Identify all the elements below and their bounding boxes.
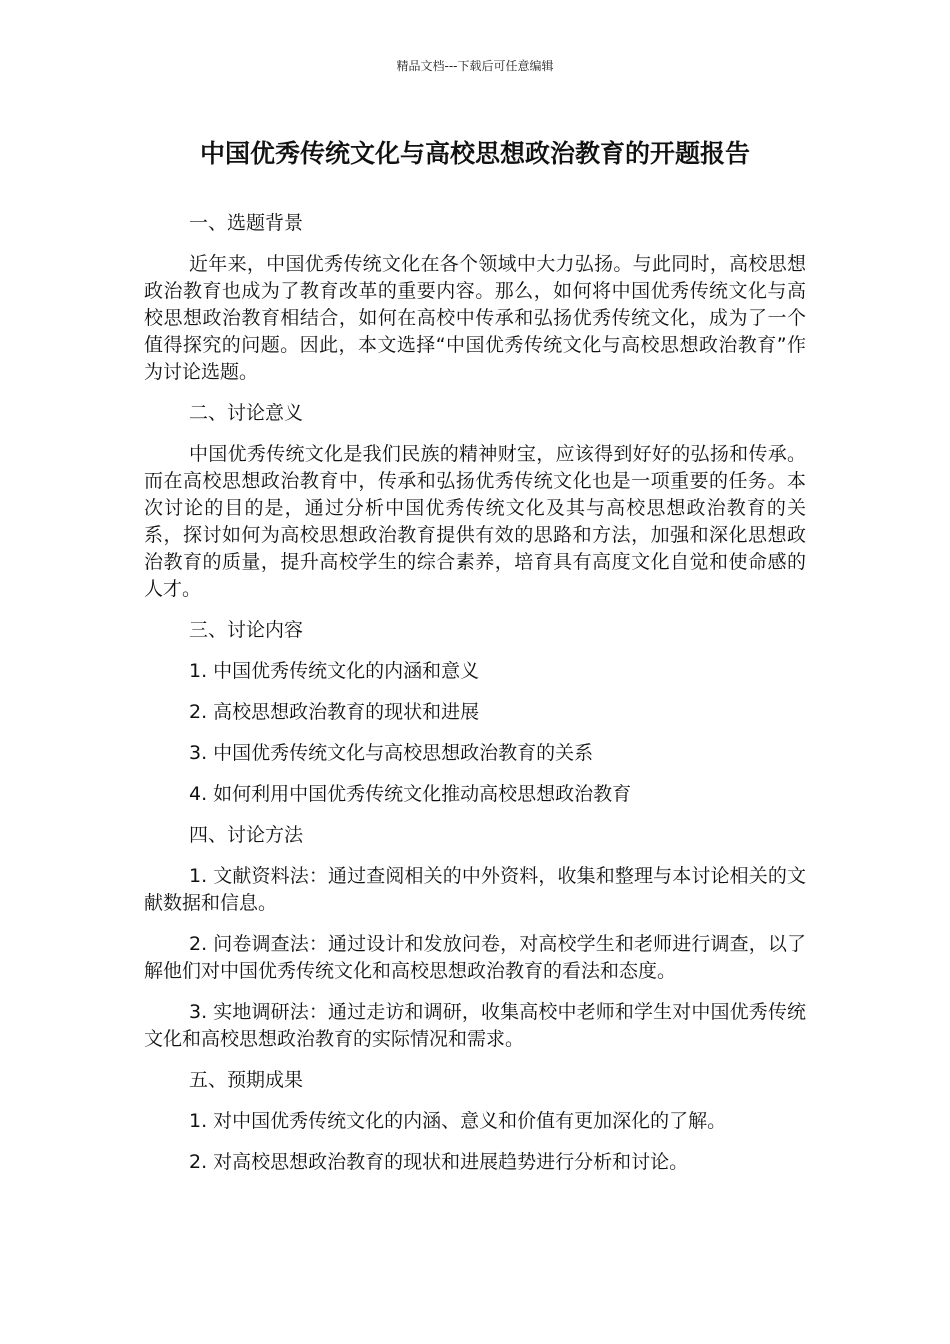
paragraph-significance: 中国优秀传统文化是我们民族的精神财宝，应该得到好好的弘扬和传承。而在高校思想政治教育中，传承和弘扬优秀传统文化也是一项重要的任务。本次讨论的目的是，通过分析中国优秀传统文化及其与高校思想政治教育的关系，探讨如何为高校思想政治教育提供有效的思路和方法，加强和深化思想政治教育的质量，提升高校学生的综合素养，培育具有高度文化自觉和使命感的人才。 <box>144 443 806 600</box>
header-note: 精品文档---下载后可任意编辑 <box>396 59 554 73</box>
section-heading-content: 三、讨论内容 <box>189 619 304 641</box>
list-item-method-3: 3. 实地调研法：通过走访和调研，收集高校中老师和学生对中国优秀传统文化和高校思想政治教育的实际情况和需求。 <box>144 1001 806 1050</box>
paragraph-background: 近年来，中国优秀传统文化在各个领域中大力弘扬。与此同时，高校思想政治教育也成为了教育改革的重要内容。那么，如何将中国优秀传统文化与高校思想政治教育相结合，如何在高校中传承和弘扬优秀传统文化，成为了一个值得探究的问题。因此，本文选择“中国优秀传统文化与高校思想政治教育”作为讨论选题。 <box>144 253 806 383</box>
list-item-content-3: 3. 中国优秀传统文化与高校思想政治教育的关系 <box>189 742 594 764</box>
list-item-method-2: 2. 问卷调查法：通过设计和发放问卷，对高校学生和老师进行调查，以了解他们对中国优秀传统文化和高校思想政治教育的看法和态度。 <box>144 933 806 982</box>
section-heading-outcomes: 五、预期成果 <box>189 1069 304 1091</box>
section-heading-background: 一、选题背景 <box>189 212 304 234</box>
document-body <box>144 210 806 1190</box>
list-item-content-1: 1. 中国优秀传统文化的内涵和意义 <box>189 660 480 682</box>
section-heading-significance: 二、讨论意义 <box>189 402 304 424</box>
section-heading-methods: 四、讨论方法 <box>189 824 304 846</box>
list-item-outcome-2: 2. 对高校思想政治教育的现状和进展趋势进行分析和讨论。 <box>189 1151 689 1173</box>
list-item-content-2: 2. 高校思想政治教育的现状和进展 <box>189 701 480 723</box>
list-item-outcome-1: 1. 对中国优秀传统文化的内涵、意义和价值有更加深化的了解。 <box>189 1110 727 1132</box>
list-item-method-1: 1. 文献资料法：通过查阅相关的中外资料，收集和整理与本讨论相关的文献数据和信息。 <box>144 865 806 914</box>
document-title: 中国优秀传统文化与高校思想政治教育的开题报告 <box>199 139 750 168</box>
list-item-content-4: 4. 如何利用中国优秀传统文化推动高校思想政治教育 <box>189 783 632 805</box>
